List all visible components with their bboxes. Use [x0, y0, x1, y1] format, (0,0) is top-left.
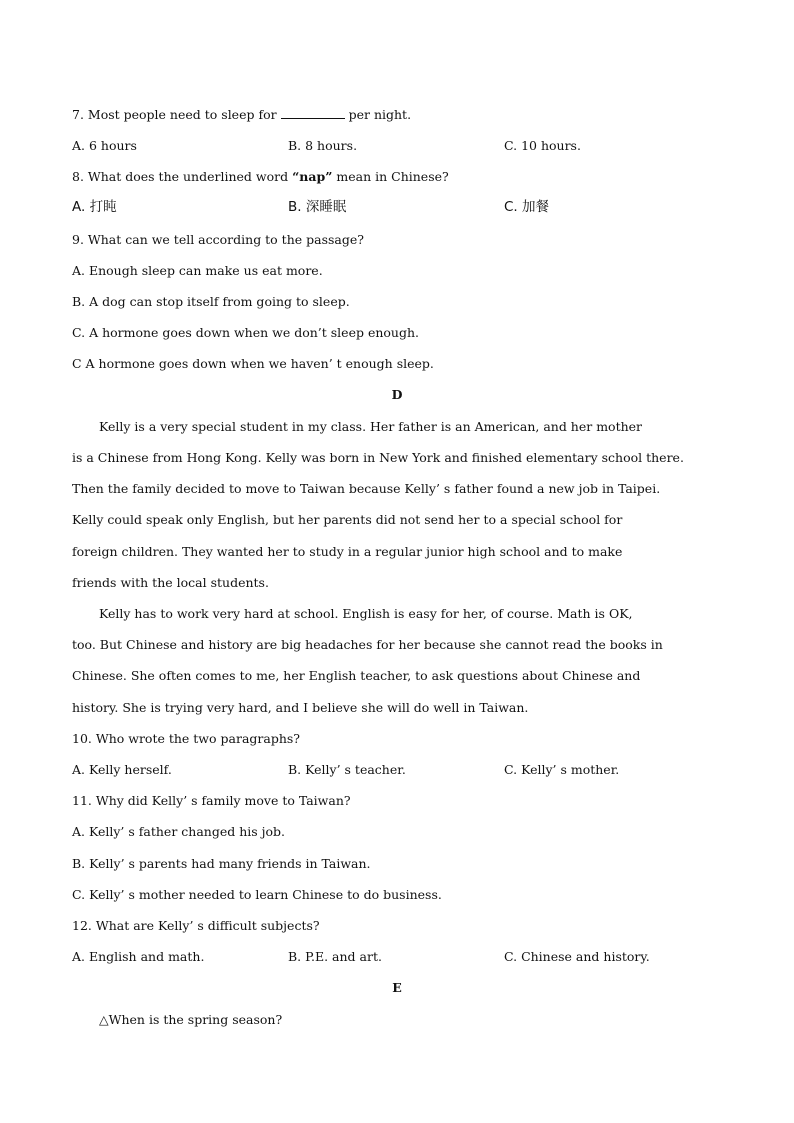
q12-option-a: A. English and math. [72, 949, 205, 964]
q7-option-c: C. 10 hours. [504, 138, 581, 153]
q10-option-b: B. Kelly’ s teacher. [288, 762, 406, 777]
q11-option-a: A. Kelly’ s father changed his job. [72, 824, 286, 839]
passage-line: foreign children. They wanted her to study in a regular junior high school and to make [72, 544, 623, 559]
passage-line: Kelly could speak only English, but her parents did not send her to a special school for [72, 512, 623, 527]
passage-line: Chinese. She often comes to me, her English teacher, to ask questions about Chinese and [72, 668, 641, 683]
q12-option-b: B. P.E. and art. [288, 949, 382, 964]
q10-option-c: C. Kelly’ s mother. [504, 762, 620, 777]
passage-line: is a Chinese from Hong Kong. Kelly was born in New York and finished elementary school there. [72, 450, 684, 465]
section-e-heading: E [392, 980, 402, 995]
question-9: 9. What can we tell according to the passage? [72, 232, 364, 247]
q8-option-b: B. 深睡眠 [288, 199, 347, 215]
passage-line: Then the family decided to move to Taiwan because Kelly’ s father found a new job in Taipei. [72, 481, 661, 496]
passage-line: history. She is trying very hard, and I believe she will do well in Taiwan. [72, 700, 529, 715]
underlined-word: “nap” [292, 169, 333, 184]
question-7 [72, 107, 411, 123]
q7-option-a: A. 6 hours [72, 138, 137, 153]
answer-blank [281, 108, 345, 119]
question-10: 10. Who wrote the two paragraphs? [72, 731, 300, 746]
q12-option-c: C. Chinese and history. [504, 949, 650, 964]
question-12: 12. What are Kelly’ s difficult subjects? [72, 918, 320, 933]
q7-option-b: B. 8 hours. [288, 138, 358, 153]
triangle-icon: △ [99, 1012, 109, 1027]
passage-line: too. But Chinese and history are big headaches for her because she cannot read the books in [72, 637, 663, 652]
question-7-prefix: 7. Most people need to sleep for [72, 107, 277, 122]
passage-line: friends with the local students. [72, 575, 269, 590]
section-e-text: When is the spring season? [108, 1012, 283, 1027]
question-7-suffix: per night. [348, 107, 412, 122]
q11-option-b: B. Kelly’ s parents had many friends in Taiwan. [72, 856, 371, 871]
q9-option-c-alt: C A hormone goes down when we haven’ t enough sleep. [72, 356, 434, 371]
q9-option-c: C. A hormone goes down when we don’t sleep enough. [72, 325, 420, 340]
question-8 [72, 169, 449, 185]
passage-line: Kelly is a very special student in my class. Her father is an American, and her mother [99, 419, 643, 434]
q8-option-a: A. 打盹 [72, 199, 117, 215]
q11-option-c: C. Kelly’ s mother needed to learn Chinese to do business. [72, 887, 442, 902]
q10-option-a: A. Kelly herself. [72, 762, 172, 777]
section-d-heading: D [391, 387, 403, 402]
q8-option-c: C. 加餐 [504, 199, 550, 215]
q9-option-b: B. A dog can stop itself from going to sleep. [72, 294, 350, 309]
section-e-first-line [99, 1012, 282, 1028]
question-8-prefix: 8. What does the underlined word [72, 169, 289, 184]
question-11: 11. Why did Kelly’ s family move to Taiwan? [72, 793, 351, 808]
q9-option-a: A. Enough sleep can make us eat more. [72, 263, 323, 278]
question-8-suffix: mean in Chinese? [336, 169, 449, 184]
passage-line: Kelly has to work very hard at school. English is easy for her, of course. Math is OK, [99, 606, 633, 621]
